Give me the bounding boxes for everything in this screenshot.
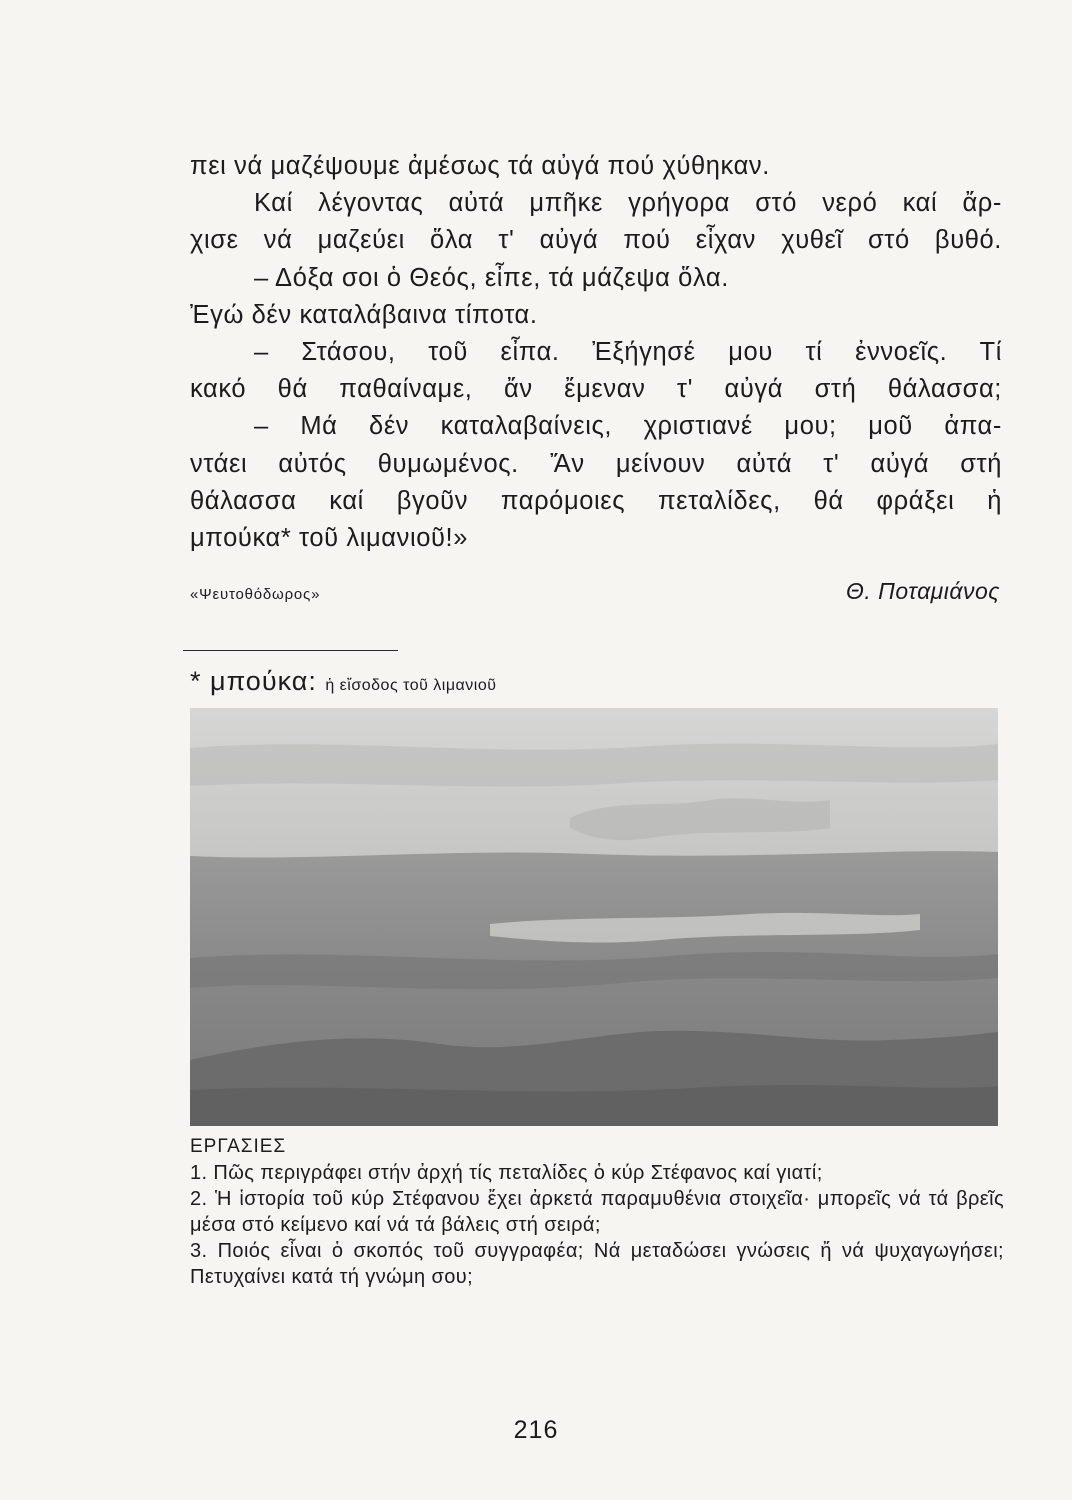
exercises-section: [190, 1134, 1004, 1290]
story-line: Καί λέγοντας αὐτά μπῆκε γρήγορα στό νερό καί ἄρ-: [254, 189, 1002, 218]
story-line: ντάει αὐτός θυμωμένος. Ἄν μείνουν αὐτά τ' αὐγά στή: [190, 449, 1002, 478]
exercise-item: 2. Ἡ ἱστορία τοῦ κύρ Στέφανου ἔχει ἀρκετά παραμυθένια στοιχεῖα· μπορεῖς νά τά βρεῖς μέσα στό κείμενο καί νά τά βάλεις στή σειρά;: [190, 1188, 1004, 1236]
story-line: – Μά δέν καταλαβαίνεις, χριστιανέ μου; μοῦ ἀπα-: [254, 412, 1002, 441]
story-line: Ἐγώ δέν καταλάβαινα τίποτα.: [190, 300, 538, 329]
exercise-item: 3. Ποιός εἶναι ὁ σκοπός τοῦ συγγραφέα; Νά μεταδώσει γνώσεις ἤ νά ψυχαγωγήσει; Πετυχαίνει κατά τή γνώμη σου;: [190, 1240, 1004, 1288]
author-name: Θ. Ποταμιάνος: [845, 578, 1000, 604]
source-title: «Ψευτοθόδωρος»: [190, 586, 321, 603]
story-line: μπούκα* τοῦ λιμανιοῦ!»: [190, 524, 469, 553]
page-number: 216: [513, 1416, 559, 1444]
story-text: [190, 148, 1002, 557]
footnote-definition: ἡ εἴσοδος τοῦ λιμανιοῦ: [325, 677, 497, 694]
story-line: θάλασσα καί βγοῦν παρόμοιες πεταλίδες, θά φράξει ἡ: [190, 486, 1002, 515]
story-line: – Δόξα σοι ὁ Θεός, εἶπε, τά μάζεψα ὅλα.: [254, 263, 729, 292]
attribution: [190, 578, 1000, 605]
sky-band: [190, 744, 998, 787]
footnote-divider: [183, 650, 398, 651]
foreground-shadow: [190, 1085, 998, 1126]
footnote-term: * μπούκα:: [190, 666, 317, 696]
exercises-title: ΕΡΓΑΣΙΕΣ: [190, 1136, 287, 1157]
story-line: πει νά μαζέψουμε ἀμέσως τά αὐγά πού χύθηκαν.: [190, 152, 770, 180]
story-line: κακό θά παθαίναμε, ἄν ἔμεναν τ' αὐγά στή θάλασσα;: [190, 375, 1002, 404]
sea-illustration: [190, 688, 998, 1126]
story-line: – Στάσου, τοῦ εἶπα. Ἐξήγησέ μου τί ἐννοεῖς. Τί: [254, 338, 1002, 367]
story-line: χισε νά μαζεύει ὅλα τ' αὐγά πού εἶχαν χυθεῖ στό βυθό.: [190, 226, 1002, 255]
exercise-item: 1. Πῶς περιγράφει στήν ἀρχή τίς πεταλίδες ὁ κύρ Στέφανος καί γιατί;: [190, 1162, 823, 1184]
